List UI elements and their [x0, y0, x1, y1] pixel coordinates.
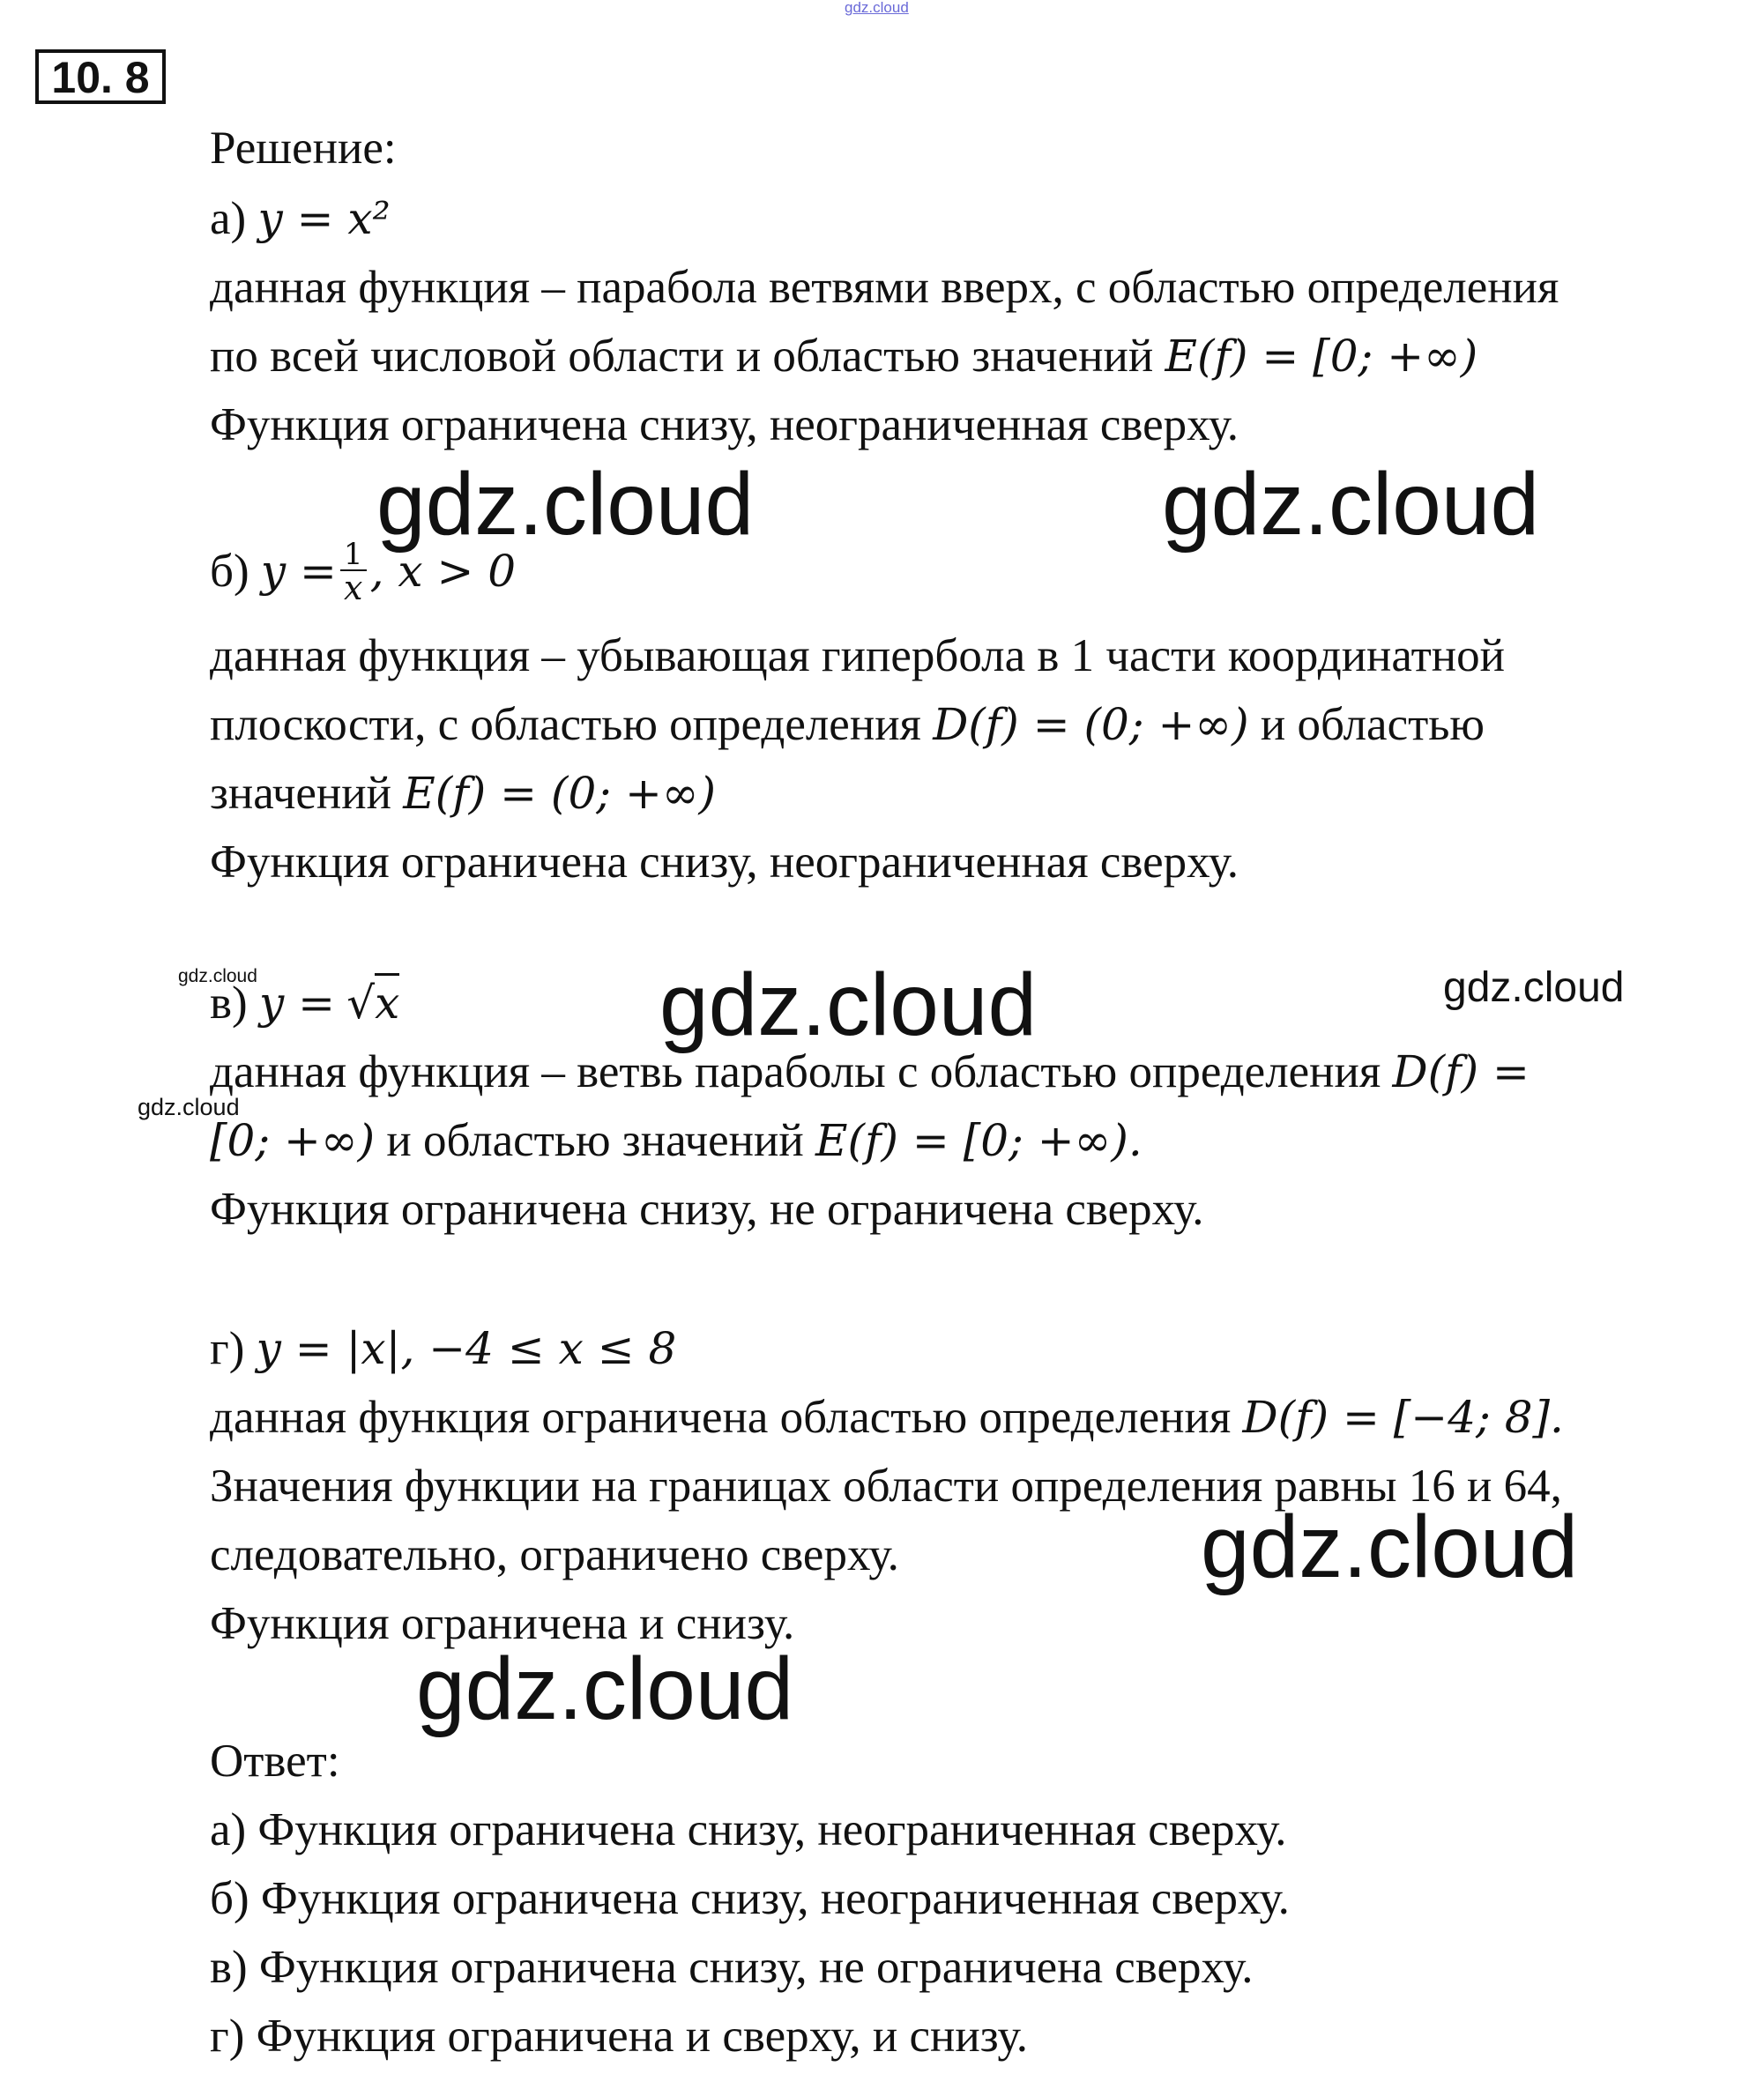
part-c-line1-text: данная функция – ветвь параболы с областью определения	[210, 1046, 1381, 1097]
part-a-formula-line	[210, 193, 391, 244]
fraction-denominator: x	[344, 569, 363, 607]
answer-b: б) Функция ограничена снизу, неограниченная сверху.	[210, 1873, 1290, 1924]
watermark: gdz.cloud	[659, 955, 1038, 1054]
part-c-formula-line	[210, 980, 399, 1027]
part-b-line3	[210, 770, 716, 817]
answer-heading: Ответ:	[210, 1736, 340, 1787]
watermark: gdz.cloud	[1443, 964, 1625, 1011]
answer-c: в) Функция ограничена снизу, не ограничена сверху.	[210, 1942, 1254, 1993]
part-c-line2-text: и областью значений	[386, 1115, 804, 1166]
part-b-domain: D(f) = (0; +∞)	[933, 699, 1249, 750]
top-watermark-link[interactable]: gdz.cloud	[845, 0, 909, 16]
part-b-range: E(f) = (0; +∞)	[403, 768, 717, 819]
part-d-line4: Функция ограничена и снизу.	[210, 1598, 795, 1649]
part-a-line3: Функция ограничена снизу, неограниченная сверху.	[210, 399, 1239, 450]
part-c-range: E(f) = [0; +∞).	[815, 1115, 1143, 1166]
watermark: gdz.cloud	[178, 966, 257, 986]
watermark: gdz.cloud	[1162, 455, 1540, 554]
answer-d: г) Функция ограничена и сверху, и снизу.	[210, 2011, 1028, 2062]
part-b-formula-end: , x > 0	[369, 546, 517, 598]
part-c-line1	[210, 1046, 1530, 1097]
problem-number-box: 10. 8	[35, 49, 166, 104]
part-b-line2	[210, 699, 1485, 750]
part-d-domain: D(f) = [−4; 8].	[1242, 1392, 1564, 1443]
solution-heading: Решение:	[210, 123, 397, 174]
part-a-line2	[210, 333, 1477, 380]
answer-a: а) Функция ограничена снизу, неограниченная сверху.	[210, 1804, 1287, 1855]
watermark: gdz.cloud	[138, 1094, 240, 1120]
part-b-formula-start: y =	[260, 546, 337, 598]
part-d-formula-line	[210, 1323, 677, 1374]
part-a-formula: y = x²	[257, 193, 391, 244]
part-b-line1: данная функция – убывающая гипербола в 1 части координатной	[210, 630, 1505, 681]
part-b-line2-text-b: и областью	[1260, 699, 1485, 750]
part-d-line1	[210, 1394, 1564, 1441]
part-c-radicand: x	[375, 973, 399, 1029]
part-b-label: б)	[210, 546, 249, 598]
part-b-line2-text-a: плоскости, с областью определения	[210, 699, 921, 750]
part-d-line1-text: данная функция ограничена областью определения	[210, 1392, 1232, 1443]
part-a-line2-text: по всей числовой области и областью значений	[210, 331, 1154, 382]
part-a-range: E(f) = [0; +∞)	[1165, 331, 1478, 382]
part-d-line2: Значения функции на границах области определения равны 16 и 64,	[210, 1461, 1562, 1512]
part-b-line3-text: значений	[210, 768, 391, 819]
watermark: gdz.cloud	[416, 1639, 794, 1738]
sqrt-sign: √	[346, 978, 376, 1029]
part-b-fraction	[340, 539, 367, 605]
part-a-label: а)	[210, 193, 247, 244]
watermark: gdz.cloud	[376, 455, 755, 554]
fraction-numerator: 1	[340, 539, 367, 571]
watermark: gdz.cloud	[1201, 1498, 1579, 1596]
part-a-line1: данная функция – парабола ветвями вверх, с областью определения	[210, 262, 1559, 313]
part-d-line3: следовательно, ограничено сверху.	[210, 1529, 899, 1580]
part-c-line2	[210, 1115, 1143, 1166]
part-d-label: г)	[210, 1323, 245, 1374]
part-c-domain-start: D(f) =	[1392, 1046, 1530, 1097]
part-c-formula-start: y =	[258, 978, 335, 1029]
part-d-formula: y = |x|, −4 ≤ x ≤ 8	[256, 1323, 677, 1374]
part-b-line4: Функция ограничена снизу, неограниченная сверху.	[210, 836, 1239, 888]
part-c-line3: Функция ограничена снизу, не ограничена сверху.	[210, 1184, 1204, 1235]
part-c-label: в)	[210, 978, 248, 1029]
part-c-domain-end: [0; +∞)	[210, 1115, 376, 1166]
